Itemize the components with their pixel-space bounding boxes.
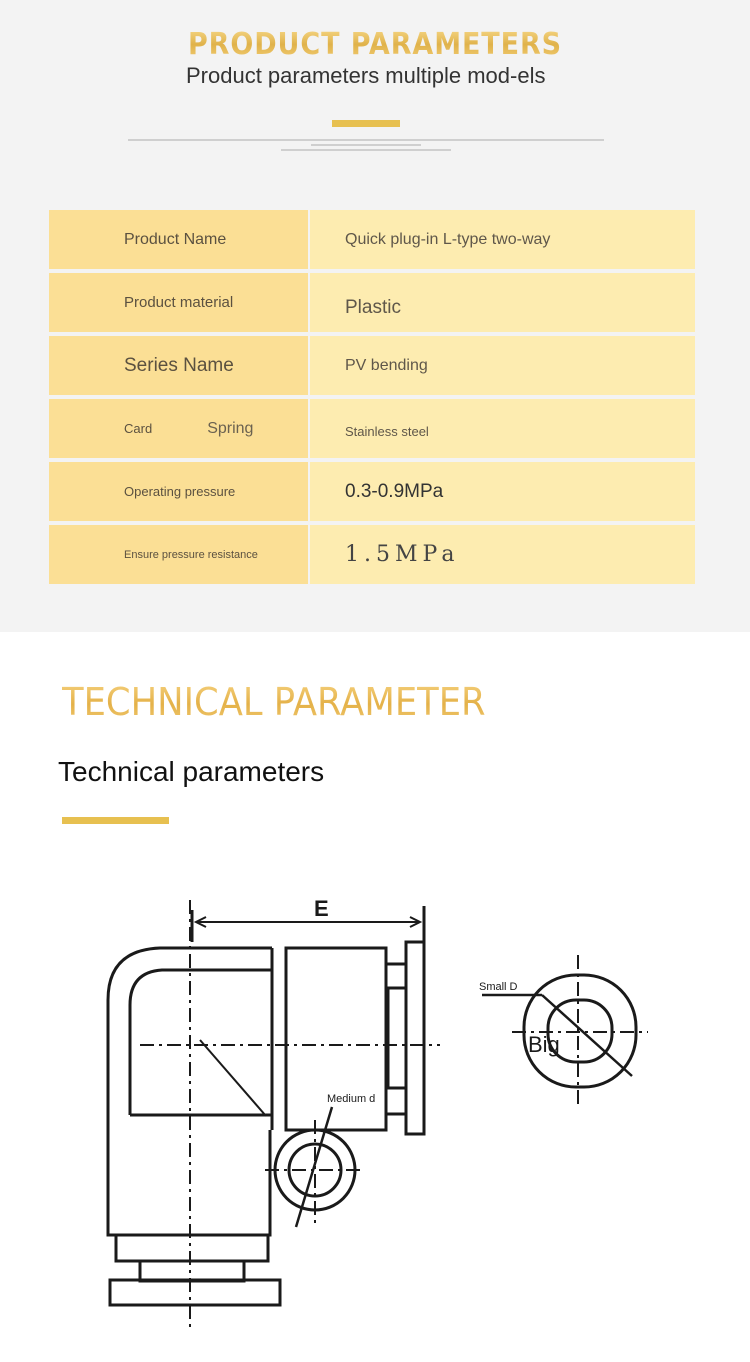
table-row xyxy=(49,273,695,332)
big-label: Big xyxy=(528,1032,560,1057)
fitting-diagram xyxy=(0,880,750,1350)
param-value: 0.3-0.9MPa xyxy=(310,462,695,521)
technical-underline xyxy=(62,817,169,824)
section-subtitle: Product parameters multiple mod-els xyxy=(186,63,546,88)
title-underline xyxy=(332,120,400,127)
small-d-label: Small D xyxy=(479,981,518,993)
dimension-e-label: E xyxy=(314,896,329,921)
product-parameters-section xyxy=(0,0,750,632)
table-row xyxy=(49,462,695,521)
param-key: Card xyxy=(124,421,153,436)
param-value: PV bending xyxy=(310,336,695,395)
table-row xyxy=(49,210,695,269)
param-key-extra: Spring xyxy=(207,419,254,437)
param-value: Quick plug-in L-type two-way xyxy=(310,210,695,269)
param-value: 1.5MPa xyxy=(310,525,695,584)
table-row xyxy=(49,399,695,458)
param-key: Series Name xyxy=(49,336,308,395)
section-title: PRODUCT PARAMETERS xyxy=(38,27,713,62)
table-row xyxy=(49,525,695,584)
technical-subtitle: Technical parameters xyxy=(58,756,325,787)
decorative-text-lines xyxy=(128,136,604,156)
param-value: Stainless steel xyxy=(310,399,695,458)
param-key-cell xyxy=(49,399,308,458)
medium-d-label: Medium d xyxy=(327,1093,376,1105)
param-key: Operating pressure xyxy=(49,462,308,521)
param-value: Plastic xyxy=(310,273,695,332)
table-row xyxy=(49,336,695,395)
parameter-table xyxy=(49,210,695,588)
technical-title: TECHNICAL PARAMETER xyxy=(62,680,486,724)
param-key: Ensure pressure resistance xyxy=(49,525,308,584)
param-key: Product Name xyxy=(49,210,308,269)
param-key: Product material xyxy=(49,273,308,332)
